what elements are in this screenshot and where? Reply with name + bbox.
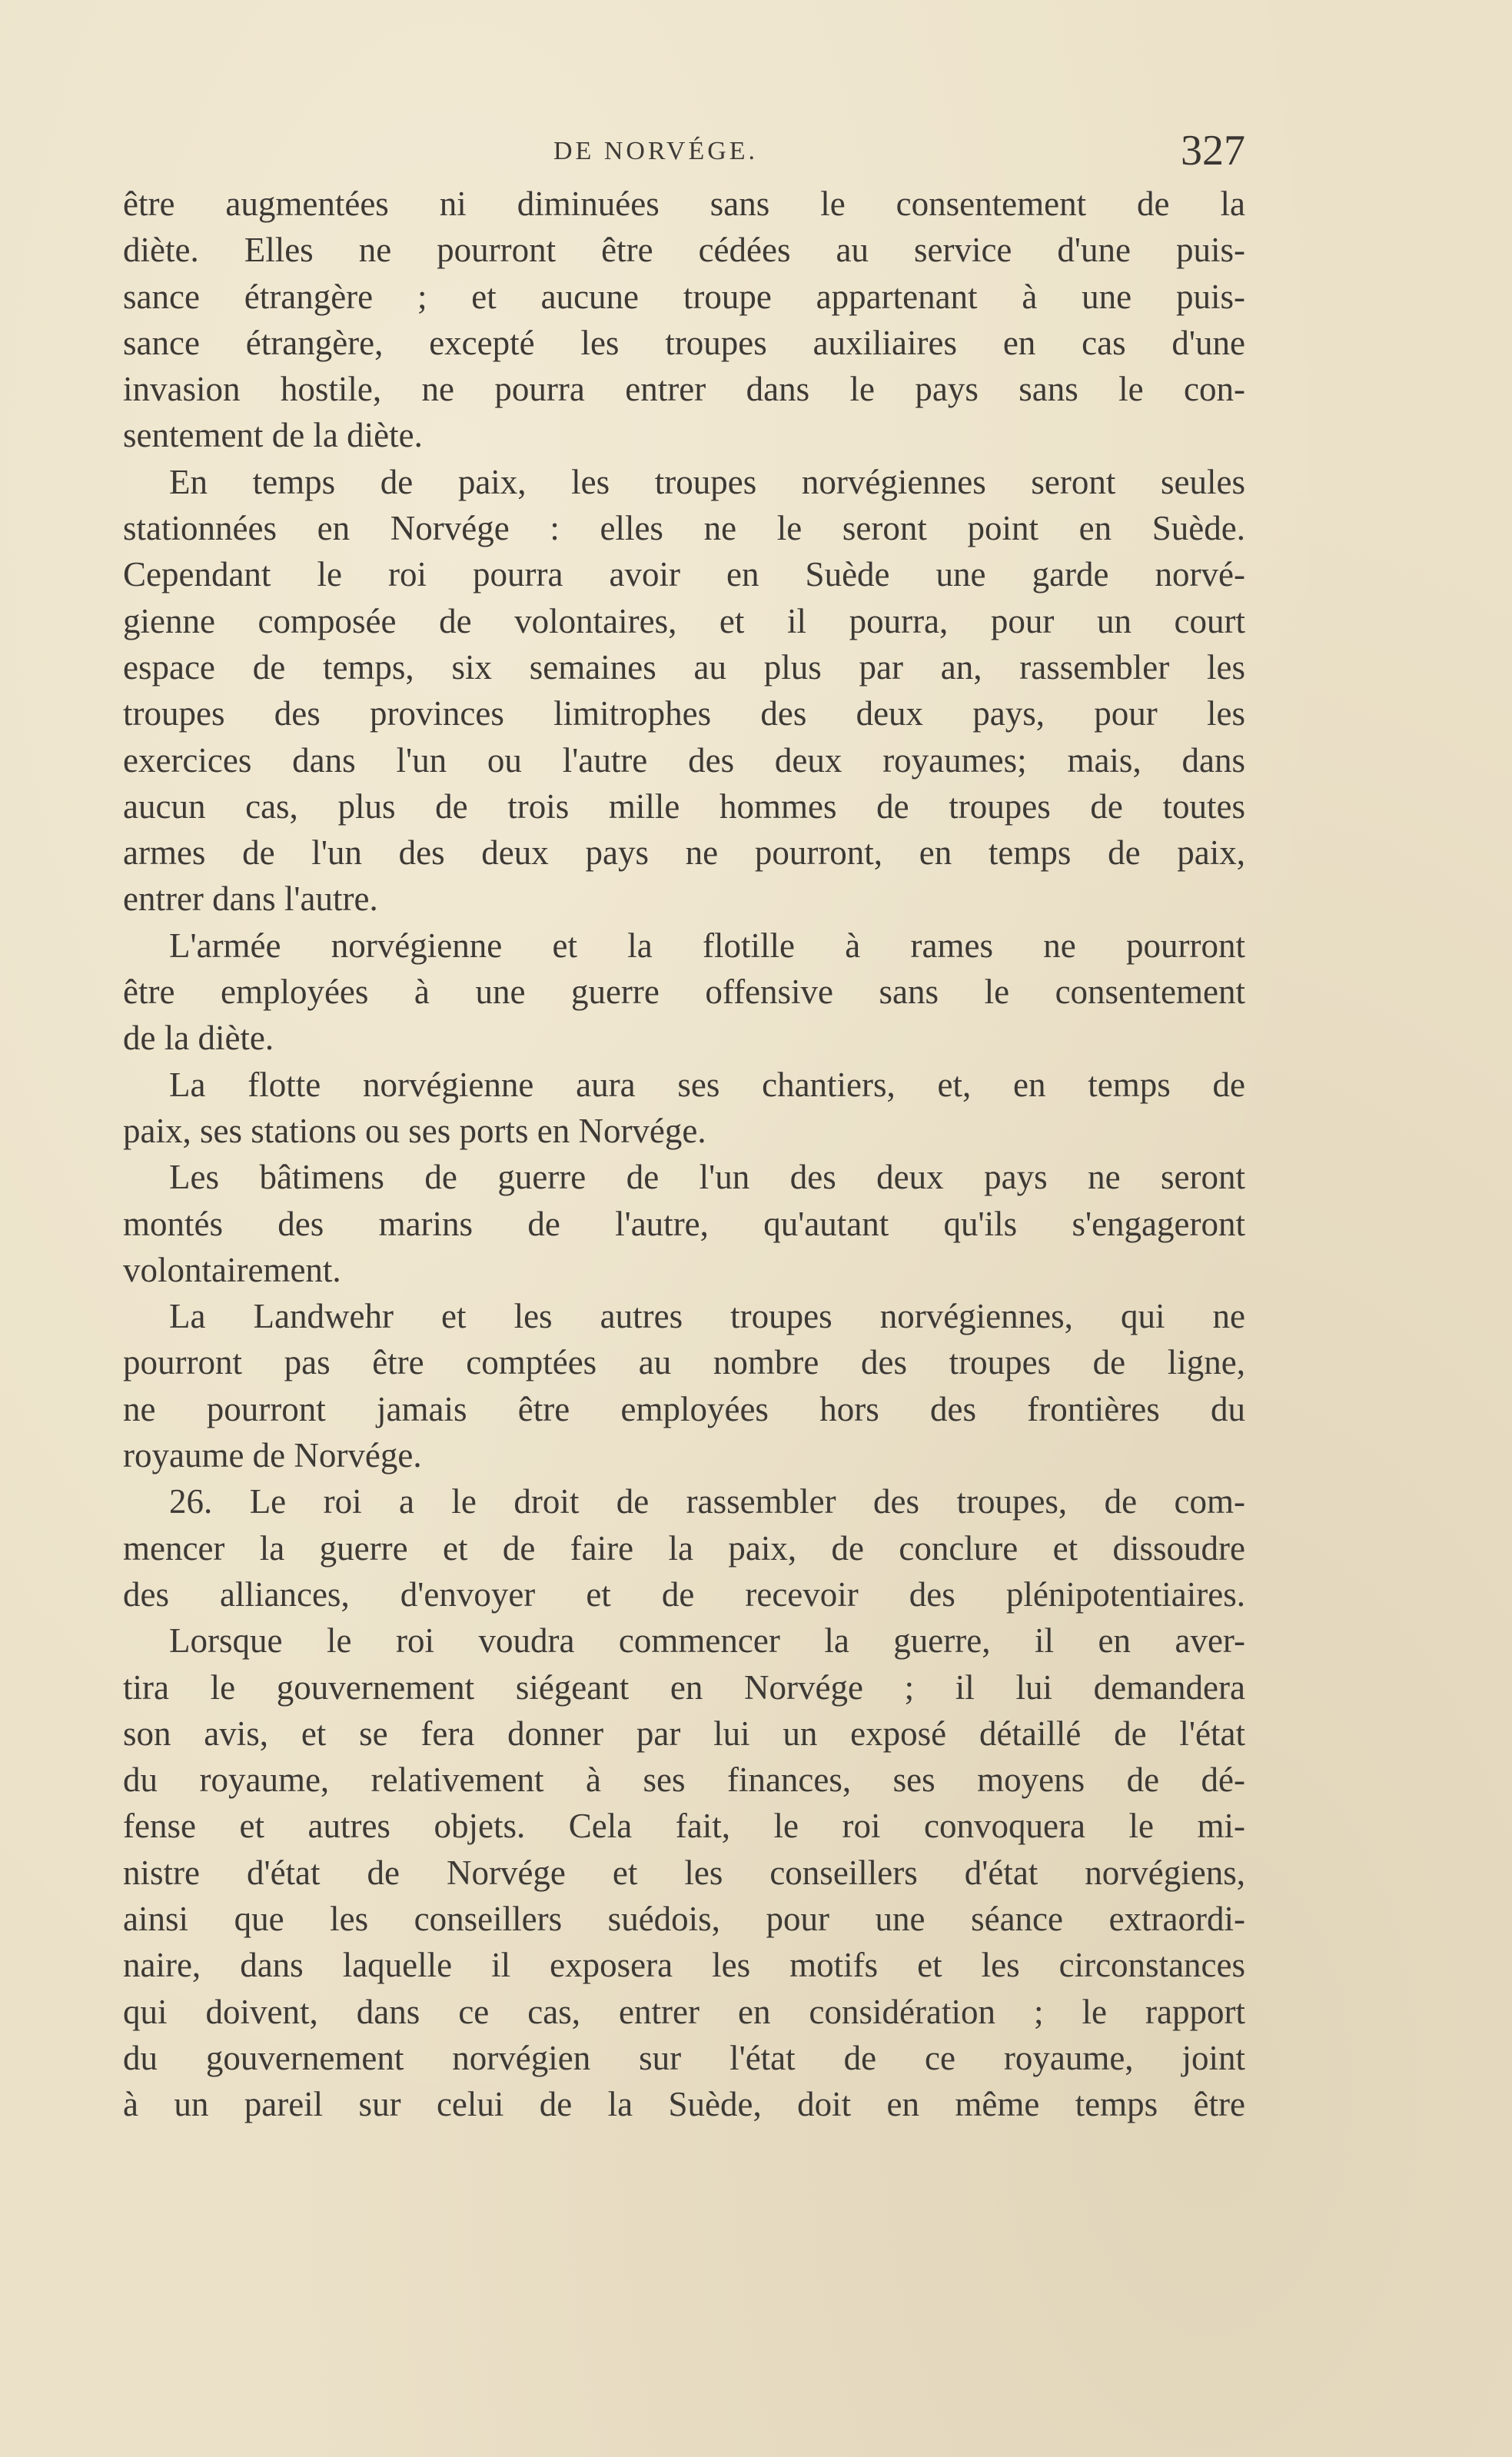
text-line: stationnées en Norvége : elles ne le seront point en Suède. [123, 509, 1245, 548]
text-line: espace de temps, six semaines au plus par an, rassembler les [123, 647, 1245, 687]
text-line: invasion hostile, ne pourra entrer dans le pays sans le con- [123, 370, 1245, 409]
text-line: ne pourront jamais être employées hors des frontières du [123, 1389, 1245, 1428]
text-line: exercices dans l'un ou l'autre des deux royaumes; mais, dans [123, 740, 1245, 780]
text-line: volontairement. [123, 1250, 341, 1289]
text-line: Les bâtimens de guerre de l'un des deux pays ne seront [169, 1158, 1245, 1197]
text-line: fense et autres objets. Cela fait, le roi convoquera le mi- [123, 1807, 1245, 1846]
text-line: aucun cas, plus de trois mille hommes de troupes de toutes [123, 786, 1245, 826]
text-line: montés des marins de l'autre, qu'autant qu'ils s'engageront [123, 1204, 1245, 1243]
text-line: La Landwehr et les autres troupes norvégiennes, qui ne [169, 1297, 1245, 1336]
text-line: 26. Le roi a le droit de rassembler des troupes, de com- [169, 1482, 1245, 1521]
text-line: de la diète. [123, 1019, 274, 1058]
page-header [123, 129, 1245, 183]
text-line: des alliances, d'envoyer et de recevoir des plénipotentiaires. [123, 1574, 1245, 1614]
text-line: ainsi que les conseillers suédois, pour une séance extraordi- [123, 1899, 1245, 1938]
text-line: Cependant le roi pourra avoir en Suède une garde norvé- [123, 555, 1245, 594]
text-line: L'armée norvégienne et la flotille à rames ne pourront [169, 926, 1245, 965]
text-line: gienne composée de volontaires, et il pourra, pour un court [123, 601, 1245, 640]
text-line: diète. Elles ne pourront être cédées au service d'une puis- [123, 231, 1245, 270]
text-line: Lorsque le roi voudra commencer la guerre, il en aver- [169, 1621, 1245, 1661]
text-line: En temps de paix, les troupes norvégiennes seront seules [169, 462, 1245, 501]
text-line: entrer dans l'autre. [123, 879, 378, 919]
text-line: son avis, et se fera donner par lui un exposé détaillé de l'état [123, 1714, 1245, 1753]
text-line: du royaume, relativement à ses finances, ses moyens de dé- [123, 1760, 1245, 1800]
text-line: royaume de Norvége. [123, 1436, 422, 1475]
text-line: armes de l'un des deux pays ne pourront, en temps de paix, [123, 833, 1245, 873]
text-line: paix, ses stations ou ses ports en Norvége. [123, 1111, 706, 1150]
text-line: troupes des provinces limitrophes des deux pays, pour les [123, 694, 1245, 733]
body-text [123, 181, 1245, 2127]
text-line: tira le gouvernement siégeant en Norvége ; il lui demandera [123, 1667, 1245, 1707]
text-line: être employées à une guerre offensive sans le consentement [123, 972, 1245, 1012]
page-number: 327 [1181, 127, 1245, 175]
text-line: mencer la guerre et de faire la paix, de conclure et dissoudre [123, 1528, 1245, 1568]
text-line: La flotte norvégienne aura ses chantiers, et, en temps de [169, 1065, 1245, 1104]
text-line: du gouvernement norvégien sur l'état de ce royaume, joint [123, 2038, 1245, 2077]
text-line: qui doivent, dans ce cas, entrer en considération ; le rapport [123, 1992, 1245, 2031]
running-title: DE NORVÉGE. [553, 137, 759, 165]
text-line: sance étrangère ; et aucune troupe appartenant à une puis- [123, 277, 1245, 316]
text-line: à un pareil sur celui de la Suède, doit en même temps être [123, 2085, 1245, 2124]
text-line: naire, dans laquelle il exposera les motifs et les circonstances [123, 1946, 1245, 1985]
text-line: nistre d'état de Norvége et les conseillers d'état norvégiens, [123, 1853, 1245, 1892]
text-line: sance étrangère, excepté les troupes auxiliaires en cas d'une [123, 323, 1245, 362]
text-line: pourront pas être comptées au nombre des troupes de ligne, [123, 1343, 1245, 1382]
text-line: sentement de la diète. [123, 416, 423, 455]
text-line: être augmentées ni diminuées sans le consentement de la [123, 185, 1245, 223]
